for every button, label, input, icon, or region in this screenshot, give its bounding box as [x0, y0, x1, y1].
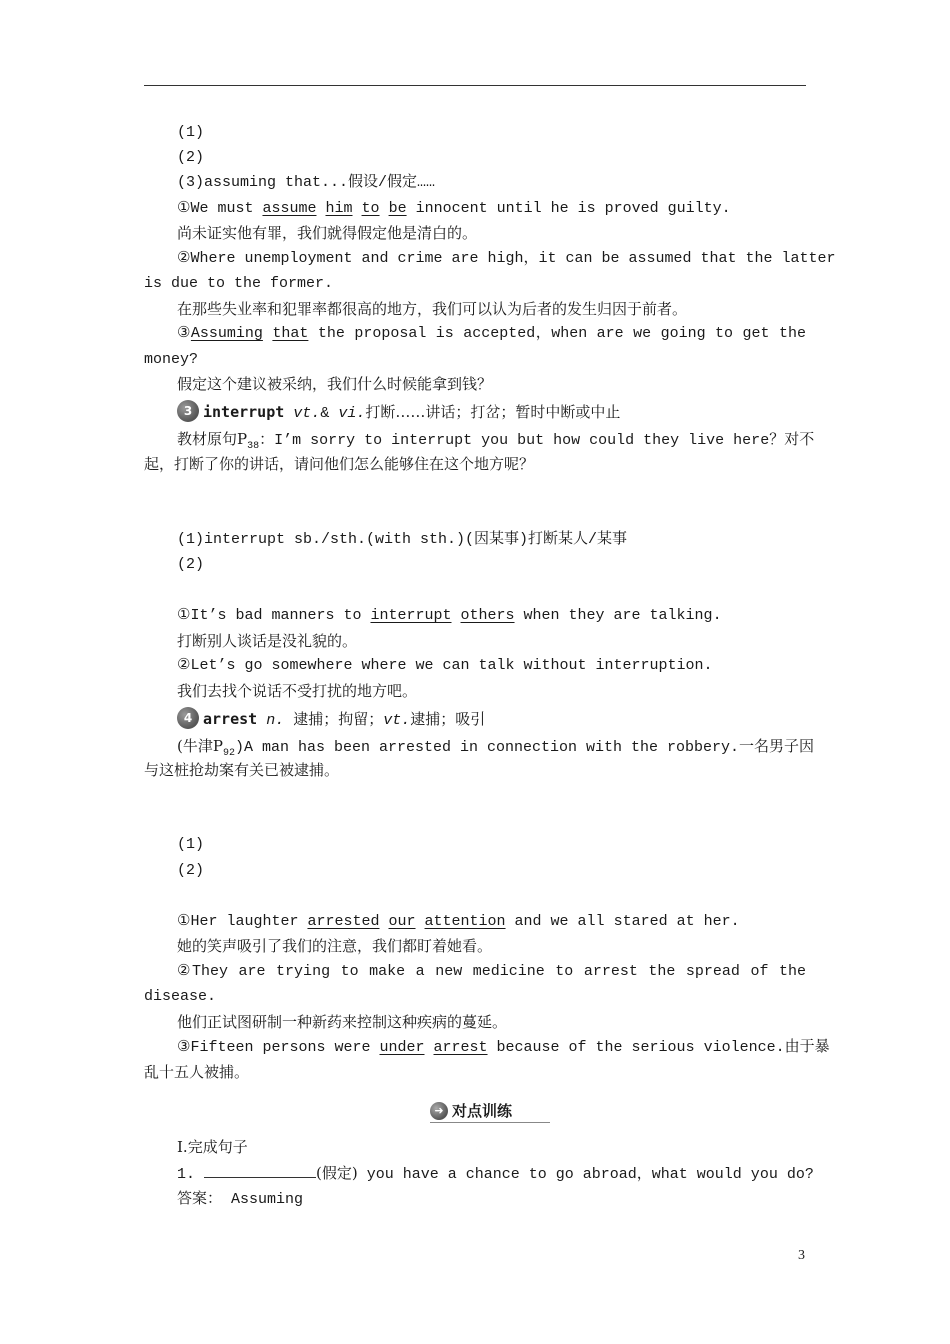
paragraph: (3)assuming that...假设/假定……: [177, 174, 436, 191]
paragraph: (1): [177, 124, 205, 141]
translation: 尚未证实他有罪，我们就得假定他是清白的。: [177, 224, 478, 242]
page-number: 3: [798, 1248, 805, 1263]
number-badge: 3: [177, 400, 199, 422]
translation: 打断别人谈话是没礼貌的。: [177, 632, 358, 650]
section-heading: Ⅰ.完成句子: [177, 1138, 248, 1156]
header-rule: [144, 85, 806, 86]
example-sentence: ③Fifteen persons were under arrest because of the serious violence.由于暴: [177, 1039, 830, 1056]
source-sentence: 起，打断了你的讲话，请问他们怎么能够住在这个地方呢？: [144, 455, 535, 473]
example-sentence: ①It’s bad manners to interrupt others when they are talking.: [177, 607, 722, 624]
example-sentence: is due to the former.: [144, 275, 334, 292]
head-word: arrest: [203, 710, 258, 728]
source-sentence: 教材原句$P_{38}$：I’m sorry to interrupt you but how could they live here？对不: [177, 430, 815, 452]
answer-blank[interactable]: [204, 1163, 316, 1178]
entry-heading-interrupt: 3 interrupt vt.& vi.打断……讲话；打岔；暂时中断或中止: [177, 401, 806, 425]
translation: 假定这个建议被采纳，我们什么时候能拿到钱？: [177, 375, 493, 393]
paragraph: (2): [177, 556, 205, 573]
translation: 在那些失业率和犯罪率都很高的地方，我们可以认为后者的发生归因于前者。: [177, 300, 688, 318]
example-sentence: ②Where unemployment and crime are high，it can be assumed that the latter: [177, 250, 836, 267]
paragraph: (1)interrupt sb./sth.(with sth.)(因某事)打断某人/某事: [177, 531, 628, 548]
section-title-practice: ➜ 对点训练: [430, 1100, 550, 1123]
example-sentence: ②They are trying to make a new medicine to arrest the spread of the: [177, 963, 806, 980]
example-sentence: 乱十五人被捕。: [144, 1063, 250, 1081]
arrow-right-icon: ➜: [430, 1102, 448, 1120]
translation: 他们正试图研制一种新药来控制这种疾病的蔓延。: [177, 1013, 508, 1031]
head-word: interrupt: [203, 403, 285, 421]
entry-heading-arrest: 4 arrest n. 逮捕；拘留；vt.逮捕；吸引: [177, 708, 806, 732]
question-1: 1. (假定) you have a chance to go abroad，what would you do?: [177, 1164, 814, 1183]
paragraph: (2): [177, 149, 205, 166]
translation: 她的笑声吸引了我们的注意，我们都盯着她看。: [177, 937, 493, 955]
paragraph: (1): [177, 836, 205, 853]
paragraph: (2): [177, 862, 205, 879]
source-sentence: (牛津$P_{92})A$ man has been arrested in connection with the robbery.一名男子因: [177, 737, 815, 759]
example-sentence: ①We must assume him to be innocent until he is proved guilty.: [177, 200, 731, 217]
translation: 我们去找个说话不受打扰的地方吧。: [177, 682, 418, 700]
number-badge: 4: [177, 707, 199, 729]
example-sentence: ①Her laughter arrested our attention and we all stared at her.: [177, 913, 740, 930]
example-sentence: ③Assuming that the proposal is accepted，when are we going to get the: [177, 325, 806, 342]
example-sentence: disease.: [144, 988, 217, 1005]
example-sentence: ②Let’s go somewhere where we can talk without interruption.: [177, 657, 713, 674]
answer-line: 答案： Assuming: [177, 1189, 304, 1208]
example-sentence: money?: [144, 351, 199, 368]
source-sentence: 与这桩抢劫案有关已被逮捕。: [144, 761, 340, 779]
